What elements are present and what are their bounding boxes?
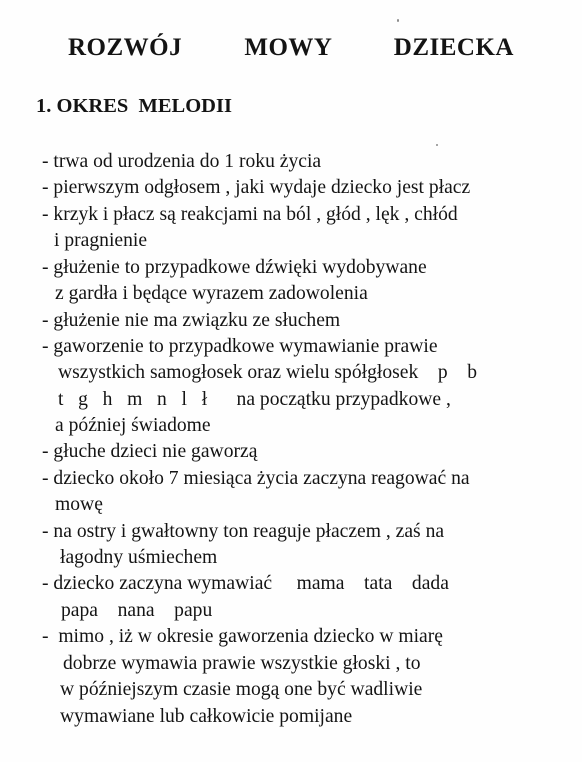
text-line: wymawiane lub całkowicie pomijane xyxy=(60,706,353,727)
text-line: - krzyk i płacz są reakcjami na ból , głód , lęk , chłód xyxy=(42,204,458,225)
text-line: - na ostry i gwałtowny ton reaguje płaczem , zaś na xyxy=(42,521,445,542)
text-line: łagodny uśmiechem xyxy=(60,547,218,568)
text-line: w późniejszym czasie mogą one być wadliwie xyxy=(60,679,423,700)
scan-speck xyxy=(397,19,399,22)
text-line: - gaworzenie to przypadkowe wymawianie prawie xyxy=(42,336,438,357)
scan-speck xyxy=(436,144,438,146)
text-line: wszystkich samogłosek oraz wielu spółgłosek p b xyxy=(58,362,478,383)
text-line: - pierwszym odgłosem , jaki wydaje dziecko jest płacz xyxy=(42,177,471,198)
text-line: - mimo , iż w okresie gaworzenia dziecko w miarę xyxy=(42,626,443,647)
text-line: - dziecko około 7 miesiąca życia zaczyna reagować na xyxy=(42,468,470,489)
text-line: t g h m n l ł na początku przypadkowe , xyxy=(58,389,451,410)
text-line: - dziecko zaczyna wymawiać mama tata dada xyxy=(42,573,449,594)
text-line: a później świadome xyxy=(55,415,211,436)
text-line: z gardła i będące wyrazem zadowolenia xyxy=(55,283,368,304)
text-line: papa nana papu xyxy=(61,600,213,621)
text-line: - głużenie to przypadkowe dźwięki wydobywane xyxy=(42,257,427,278)
document-title: ROZWÓJ MOWY DZIECKA xyxy=(68,34,514,61)
text-line: - głużenie nie ma związku ze słuchem xyxy=(42,310,341,331)
text-line: - głuche dzieci nie gaworzą xyxy=(42,441,258,462)
text-line: mowę xyxy=(55,494,103,515)
text-line: i pragnienie xyxy=(54,230,148,251)
text-line: - trwa od urodzenia do 1 roku życia xyxy=(42,151,322,172)
text-line: dobrze wymawia prawie wszystkie głoski , to xyxy=(63,653,421,674)
section-heading: 1. OKRES MELODII xyxy=(36,95,232,117)
